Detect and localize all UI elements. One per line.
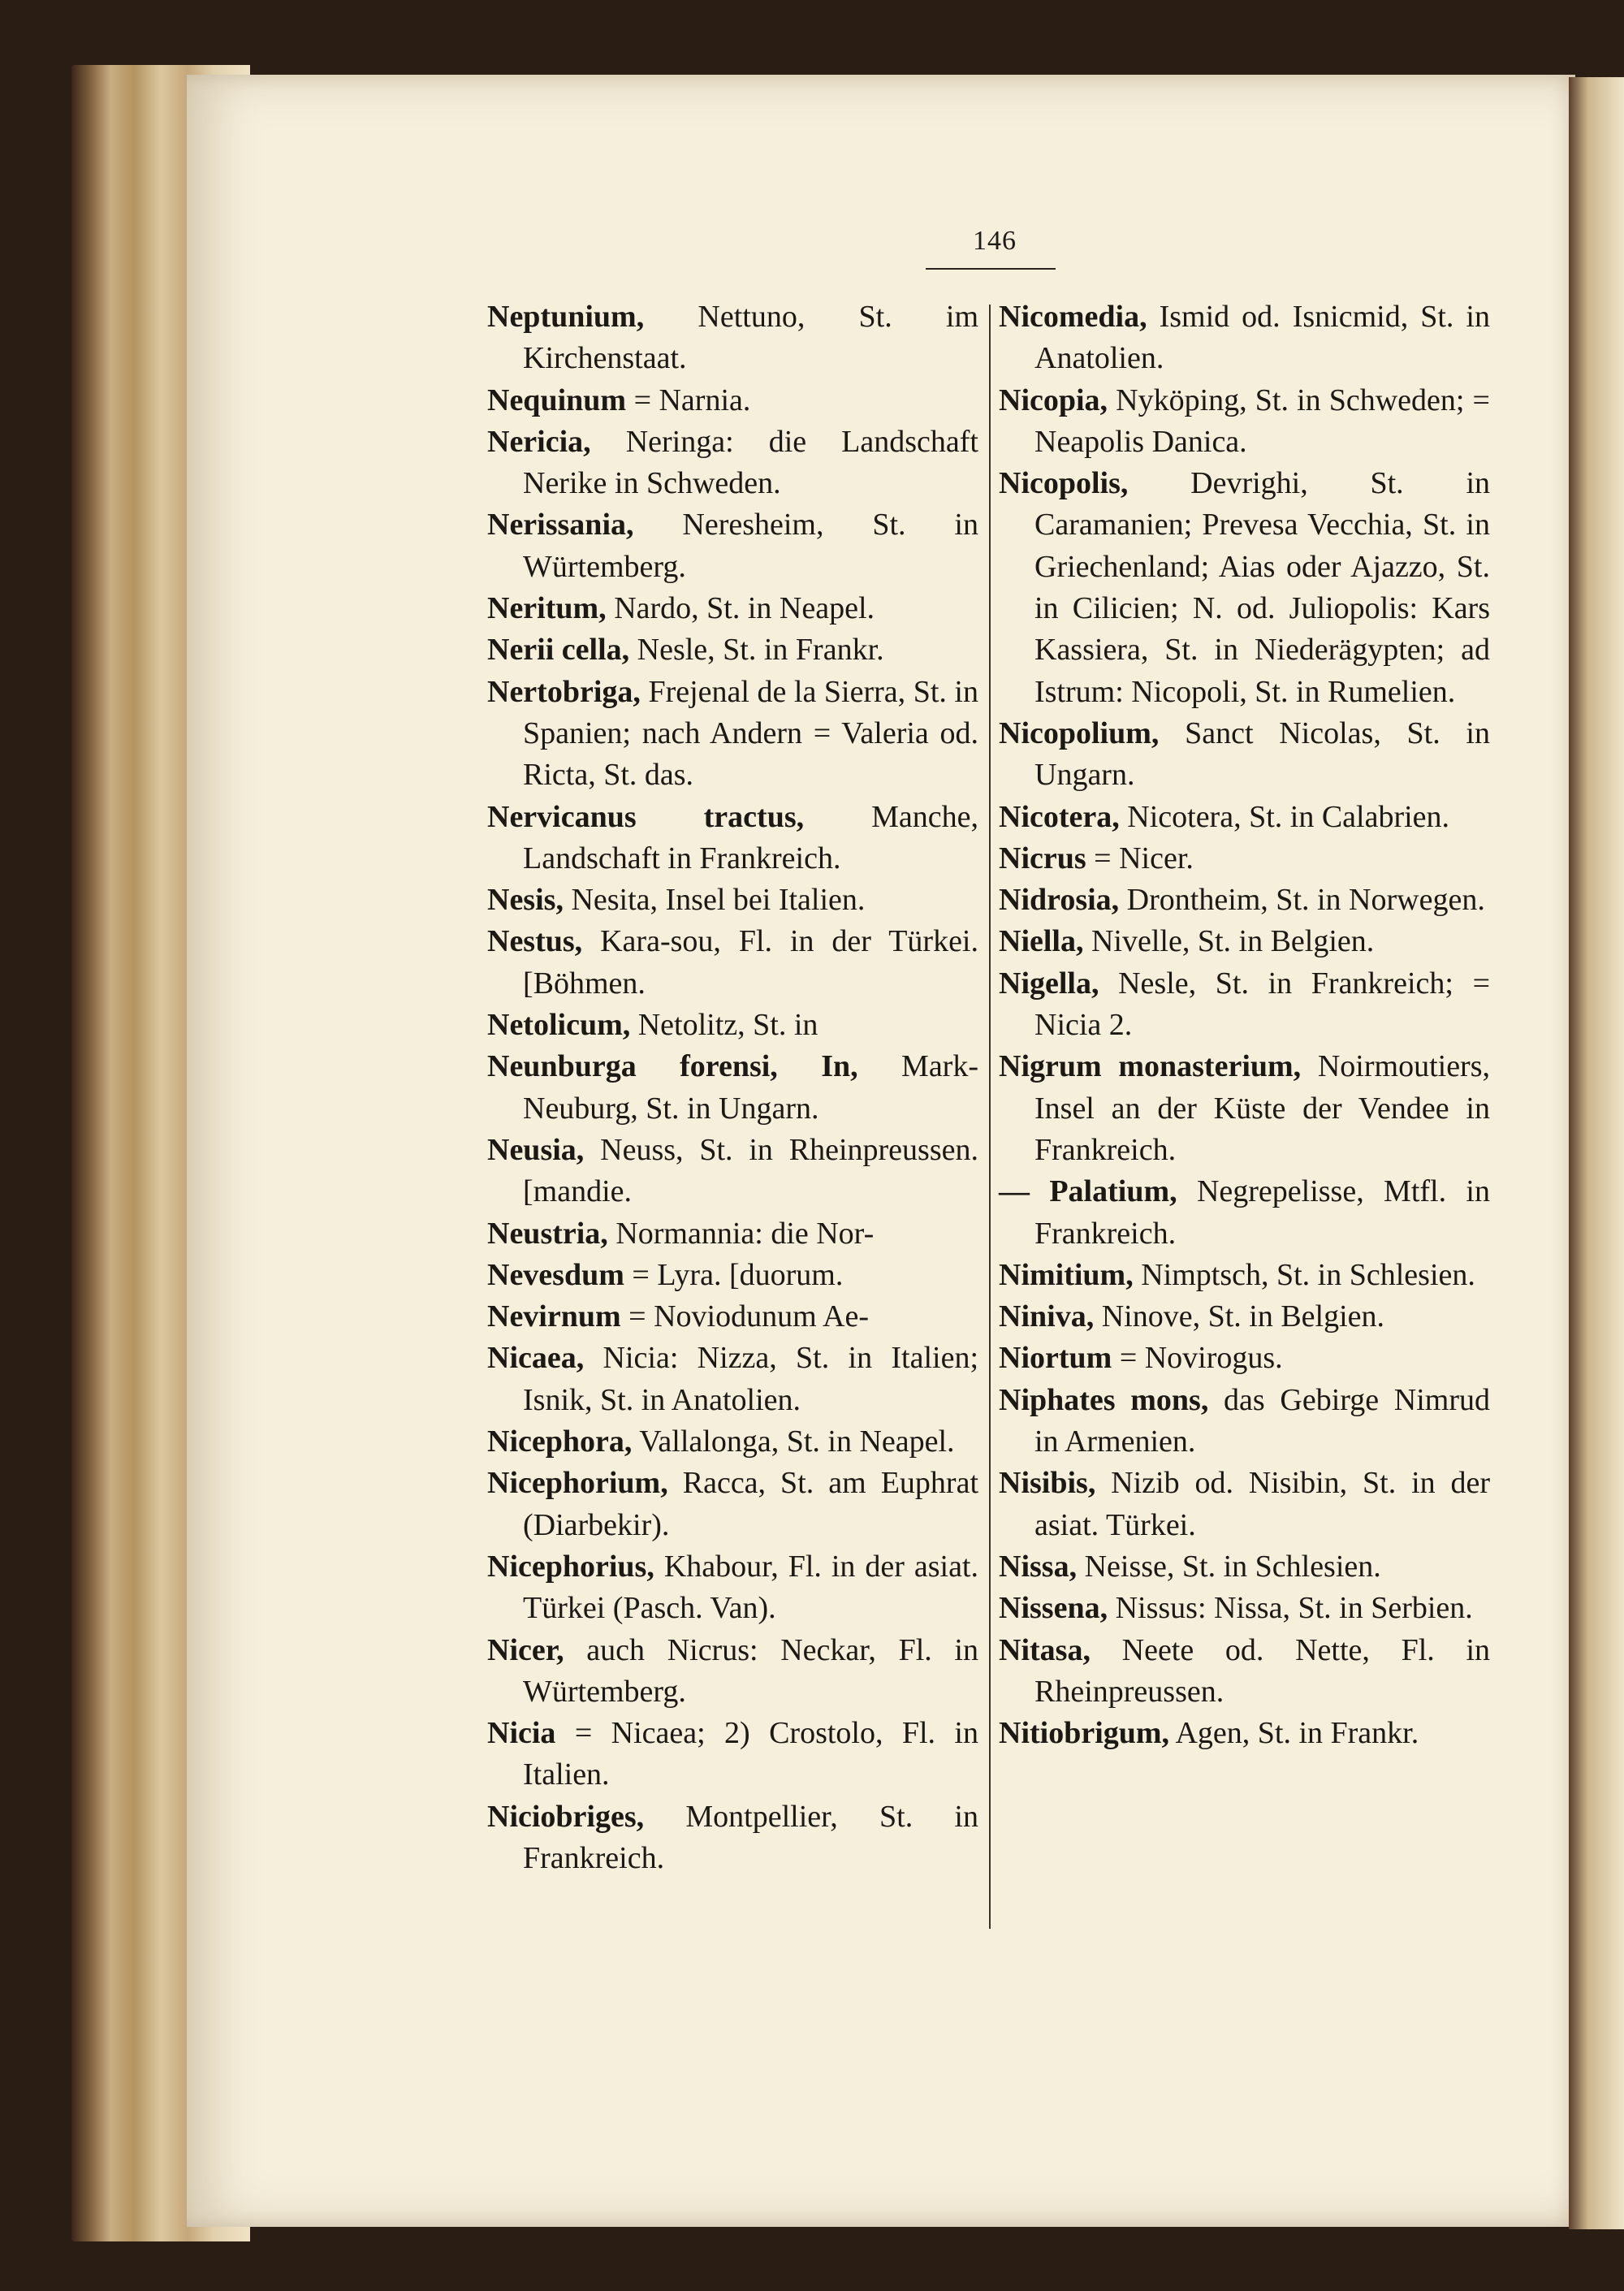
dictionary-entry bbox=[999, 1588, 1490, 1629]
entry-definition: Ninove, St. in Belgien. bbox=[1094, 1299, 1385, 1334]
entry-definition: Noirmoutiers, Insel an der Küste der Vendee in Frankreich. bbox=[1034, 1049, 1491, 1167]
dictionary-entry bbox=[999, 380, 1490, 464]
entry-definition: Sanct Nicolas, St. in Ungarn. bbox=[1034, 715, 1490, 793]
dictionary-entry bbox=[487, 1338, 978, 1421]
entry-headword: Neustria, bbox=[487, 1216, 608, 1251]
entry-headword: Nisibis, bbox=[999, 1466, 1096, 1501]
dictionary-entry bbox=[487, 1463, 978, 1546]
dictionary-entry bbox=[487, 1130, 978, 1213]
entry-headword: Neritum, bbox=[487, 591, 607, 626]
dictionary-entry bbox=[999, 1463, 1490, 1546]
dictionary-entry bbox=[487, 588, 978, 629]
dictionary-entry bbox=[487, 1213, 978, 1255]
entry-headword: Nericia, bbox=[487, 424, 591, 459]
entry-definition: auch Nicrus: Neckar, Fl. in Würtemberg. bbox=[523, 1632, 978, 1709]
dictionary-entry bbox=[999, 1171, 1490, 1255]
entry-headword: Nicephorium, bbox=[487, 1466, 668, 1501]
entry-definition: das Gebirge Nimrud in Armenien. bbox=[1034, 1382, 1490, 1459]
entry-headword: Niphates mons, bbox=[999, 1382, 1209, 1417]
entry-headword: Nicrus bbox=[999, 841, 1086, 875]
dictionary-entry bbox=[999, 296, 1490, 380]
entry-definition: Kara-sou, Fl. in der Türkei. [Böhmen. bbox=[523, 924, 978, 1001]
entry-headword: Neunburga forensi, In, bbox=[487, 1049, 858, 1084]
entry-definition: Negrepelisse, Mtfl. in Frankreich. bbox=[1034, 1174, 1490, 1251]
left-column bbox=[487, 296, 978, 1879]
entry-definition: Vallalonga, St. in Neapel. bbox=[632, 1424, 955, 1459]
entry-headword: Niniva, bbox=[999, 1299, 1095, 1334]
dictionary-entry bbox=[999, 1546, 1490, 1588]
entry-definition: = Narnia. bbox=[626, 383, 751, 417]
entry-headword: Niella, bbox=[999, 924, 1084, 959]
entry-headword: — Palatium, bbox=[999, 1174, 1177, 1209]
entry-definition: Nettuno, St. im Kirchenstaat. bbox=[523, 300, 978, 376]
entry-headword: Nissa, bbox=[999, 1549, 1078, 1584]
entry-headword: Nerissania, bbox=[487, 508, 634, 542]
dictionary-entry bbox=[999, 921, 1490, 962]
entry-headword: Nevirnum bbox=[487, 1299, 621, 1334]
entry-headword: Nicephorius, bbox=[487, 1549, 654, 1584]
entry-headword: Nertobriga, bbox=[487, 674, 641, 709]
entry-definition: Normannia: die Nor- bbox=[607, 1216, 875, 1251]
entry-headword: Nequinum bbox=[487, 383, 627, 417]
facing-page-edge bbox=[1569, 77, 1624, 2229]
entry-definition: Drontheim, St. in Norwegen. bbox=[1119, 883, 1485, 918]
entry-headword: Nevesdum bbox=[487, 1257, 624, 1292]
dictionary-entry bbox=[999, 963, 1490, 1047]
entry-definition: Ismid od. Isnicmid, St. in Anatolien. bbox=[1034, 300, 1490, 376]
dictionary-entry bbox=[999, 713, 1490, 797]
entry-headword: Niciobriges, bbox=[487, 1799, 645, 1834]
dictionary-entry bbox=[487, 1630, 978, 1714]
entry-headword: Nigrum monasterium, bbox=[999, 1049, 1302, 1084]
entry-headword: Neusia, bbox=[487, 1132, 585, 1167]
entry-headword: Nicotera, bbox=[999, 799, 1120, 834]
dictionary-entry bbox=[487, 1546, 978, 1630]
entry-definition: Neisse, St. in Schlesien. bbox=[1077, 1549, 1381, 1584]
dictionary-entry bbox=[487, 880, 978, 921]
entry-definition: Manche, Landschaft in Frankreich. bbox=[523, 799, 978, 875]
entry-headword: Nestus, bbox=[487, 924, 583, 959]
entry-definition: = Novirogus. bbox=[1112, 1341, 1283, 1376]
entry-headword: Netolicum, bbox=[487, 1008, 631, 1043]
entry-definition: Racca, St. am Euphrat (Diarbekir). bbox=[523, 1466, 978, 1542]
entry-definition: Nardo, St. in Neapel. bbox=[606, 591, 875, 626]
dictionary-entry bbox=[487, 921, 978, 1005]
entry-headword: Nicaea, bbox=[487, 1341, 585, 1376]
entry-headword: Nesis, bbox=[487, 883, 564, 918]
entry-headword: Nitiobrigum, bbox=[999, 1716, 1170, 1751]
dictionary-entry bbox=[487, 504, 978, 588]
dictionary-entry bbox=[999, 838, 1490, 880]
entry-definition: Montpellier, St. in Frankreich. bbox=[523, 1799, 978, 1875]
dictionary-entry bbox=[999, 1713, 1490, 1754]
entry-headword: Nicia bbox=[487, 1716, 556, 1751]
entry-definition: Netolitz, St. in bbox=[630, 1008, 818, 1043]
dictionary-entry bbox=[487, 296, 978, 380]
entry-definition: Neresheim, St. in Würtemberg. bbox=[523, 508, 978, 584]
dictionary-entry bbox=[487, 1005, 978, 1046]
dictionary-entry bbox=[487, 421, 978, 505]
dictionary-entry bbox=[487, 1296, 978, 1338]
dictionary-entry bbox=[999, 463, 1490, 713]
dictionary-entry bbox=[999, 1380, 1490, 1463]
dictionary-entry bbox=[487, 1713, 978, 1796]
entry-definition: Neete od. Nette, Fl. in Rheinpreussen. bbox=[1034, 1632, 1490, 1709]
dictionary-entry bbox=[999, 880, 1490, 921]
entry-definition: Nyköping, St. in Schweden; = Neapolis Danica. bbox=[1034, 383, 1490, 459]
entry-definition: Devrighi, St. in Caramanien; Prevesa Vecchia, St. in Griechenland; Aias oder Ajazzo, St. in Cilicien; N. od. Juliopolis: Kars Kassiera, St. in Niederägypten; ad Istrum: Nicopoli, St. in Rumelien. bbox=[1034, 466, 1490, 709]
entry-definition: Nicotera, St. in Calabrien. bbox=[1119, 799, 1450, 834]
entry-definition: Nesle, St. in Frankreich; = Nicia 2. bbox=[1034, 966, 1490, 1043]
column-divider bbox=[989, 305, 991, 1929]
page-number: 146 bbox=[973, 226, 1017, 256]
entry-headword: Nicer, bbox=[487, 1632, 564, 1667]
entry-headword: Nicephora, bbox=[487, 1424, 633, 1459]
dictionary-entry bbox=[999, 1630, 1490, 1714]
right-column bbox=[999, 296, 1490, 1754]
entry-headword: Nitasa, bbox=[999, 1632, 1091, 1667]
entry-headword: Nissena, bbox=[999, 1591, 1108, 1626]
dictionary-entry bbox=[487, 629, 978, 671]
entry-definition: = Nicer. bbox=[1086, 841, 1194, 875]
page-number-rule bbox=[926, 268, 1056, 270]
entry-headword: Nicomedia, bbox=[999, 300, 1147, 334]
dictionary-entry bbox=[999, 1338, 1490, 1379]
entry-definition: Khabour, Fl. in der asiat. Türkei (Pasch. Van). bbox=[523, 1549, 978, 1626]
entry-headword: Niortum bbox=[999, 1341, 1112, 1376]
dictionary-entry bbox=[487, 797, 978, 880]
dictionary-entry bbox=[487, 1255, 978, 1296]
entry-definition: Neuss, St. in Rheinpreussen. [mandie. bbox=[523, 1132, 978, 1209]
entry-headword: Nicopia, bbox=[999, 383, 1108, 417]
dictionary-entry bbox=[999, 1296, 1490, 1338]
entry-headword: Nigella, bbox=[999, 966, 1099, 1001]
dictionary-entry bbox=[487, 1421, 978, 1463]
dictionary-entry bbox=[999, 1046, 1490, 1171]
entry-definition: Mark-Neuburg, St. in Ungarn. bbox=[523, 1049, 978, 1126]
entry-definition: = Nicaea; 2) Crostolo, Fl. in Italien. bbox=[523, 1716, 978, 1792]
entry-definition: Agen, St. in Frankr. bbox=[1169, 1716, 1419, 1751]
dictionary-entry bbox=[999, 1255, 1490, 1296]
entry-definition: Nissus: Nissa, St. in Serbien. bbox=[1108, 1591, 1473, 1626]
entry-definition: Nimptsch, St. in Schlesien. bbox=[1133, 1257, 1475, 1292]
dictionary-entry bbox=[999, 797, 1490, 838]
entry-headword: Nervicanus tractus, bbox=[487, 799, 805, 834]
entry-definition: Nivelle, St. in Belgien. bbox=[1083, 924, 1375, 959]
entry-headword: Nicopolium, bbox=[999, 715, 1160, 750]
entry-headword: Nimitium, bbox=[999, 1257, 1134, 1292]
entry-headword: Nidrosia, bbox=[999, 883, 1120, 918]
dictionary-entry bbox=[487, 1796, 978, 1880]
entry-definition: = Noviodunum Ae- bbox=[620, 1299, 870, 1334]
entry-definition: Frejenal de la Sierra, St. in Spanien; nach Andern = Valeria od. Ricta, St. das. bbox=[523, 674, 978, 793]
dictionary-entry bbox=[487, 1046, 978, 1130]
entry-definition: Nizib od. Nisibin, St. in der asiat. Türkei. bbox=[1034, 1466, 1490, 1542]
dictionary-entry bbox=[487, 380, 978, 421]
entry-definition: Nesle, St. in Frankr. bbox=[629, 633, 884, 668]
entry-definition: Nesita, Insel bei Italien. bbox=[563, 883, 866, 918]
entry-headword: Nicopolis, bbox=[999, 466, 1129, 501]
entry-definition: Nicia: Nizza, St. in Italien; Isnik, St. in Anatolien. bbox=[523, 1341, 978, 1417]
entry-definition: = Lyra. [duorum. bbox=[624, 1257, 844, 1292]
entry-headword: Neptunium, bbox=[487, 300, 645, 334]
entry-definition: Neringa: die Landschaft Nerike in Schweden. bbox=[523, 424, 978, 501]
entry-headword: Nerii cella, bbox=[487, 633, 630, 668]
dictionary-entry bbox=[487, 672, 978, 797]
